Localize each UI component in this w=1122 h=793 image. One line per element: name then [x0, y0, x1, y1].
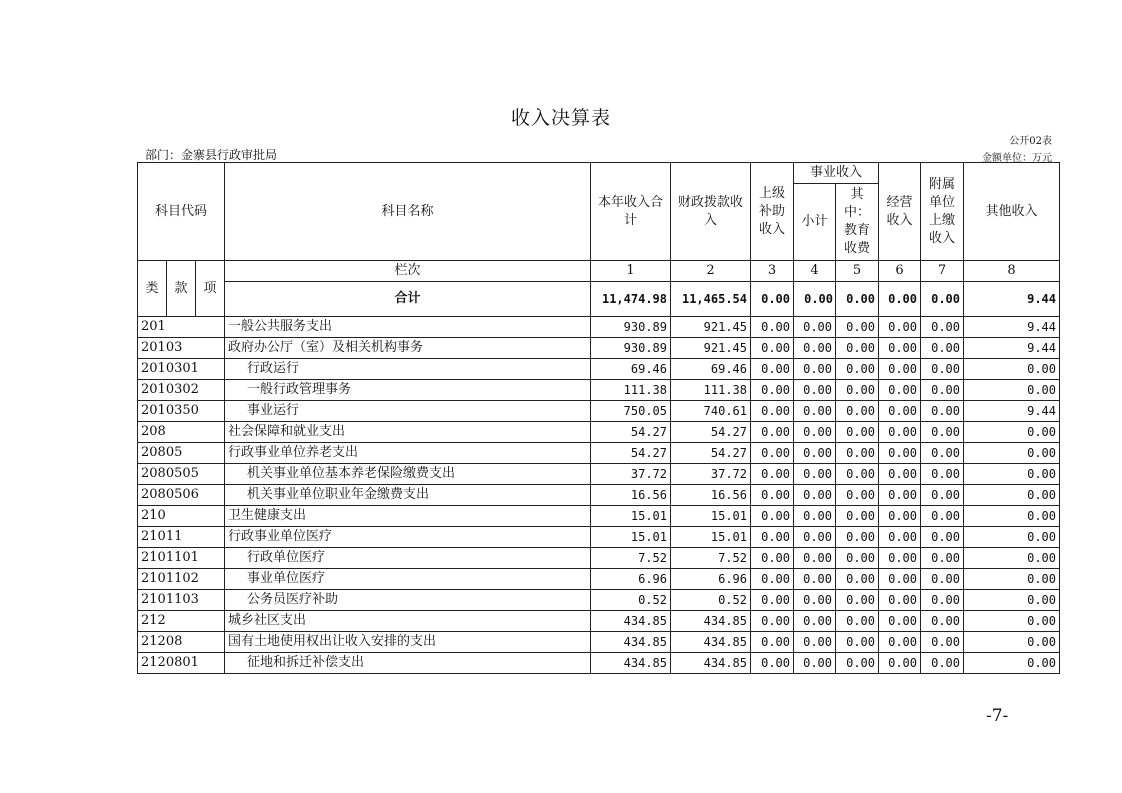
- row-value: 0.00: [794, 359, 836, 380]
- row-value: 0.00: [794, 632, 836, 653]
- row-value: 0.00: [964, 611, 1060, 632]
- row-value: 0.00: [794, 338, 836, 359]
- col-number: 7: [921, 261, 964, 282]
- table-row: [138, 611, 1060, 632]
- row-value: 0.00: [751, 590, 794, 611]
- row-value: 0.00: [836, 611, 879, 632]
- table-row: [138, 527, 1060, 548]
- row-name: 事业单位医疗: [225, 569, 591, 590]
- row-value: 0.00: [879, 317, 921, 338]
- row-code: 21208: [138, 632, 225, 653]
- row-value: 0.00: [921, 653, 964, 674]
- row-name: 城乡社区支出: [225, 611, 591, 632]
- row-name: 行政事业单位医疗: [225, 527, 591, 548]
- row-value: 0.00: [751, 506, 794, 527]
- row-name: 政府办公厅（室）及相关机构事务: [225, 338, 591, 359]
- header-kuan: 款: [167, 261, 196, 317]
- total-label: 合计: [225, 282, 591, 317]
- row-value: 0.00: [879, 506, 921, 527]
- table-row: [138, 338, 1060, 359]
- header-xiang: 项: [196, 261, 225, 317]
- row-value: 0.00: [921, 548, 964, 569]
- form-number: 公开02表: [1009, 136, 1052, 147]
- row-value: 16.56: [671, 485, 751, 506]
- row-value: 0.00: [921, 359, 964, 380]
- header-name: 科目名称: [225, 163, 591, 261]
- row-value: 0.00: [751, 569, 794, 590]
- row-value: 0.00: [879, 632, 921, 653]
- row-value: 0.00: [921, 590, 964, 611]
- row-value: 0.00: [879, 380, 921, 401]
- row-value: 0.00: [836, 380, 879, 401]
- row-value: 0.00: [836, 590, 879, 611]
- row-value: 54.27: [671, 422, 751, 443]
- row-value: 0.00: [921, 527, 964, 548]
- row-value: 0.00: [751, 464, 794, 485]
- table-row: [138, 569, 1060, 590]
- row-value: 0.00: [836, 653, 879, 674]
- row-value: 0.00: [921, 611, 964, 632]
- row-value: 69.46: [671, 359, 751, 380]
- row-value: 9.44: [964, 338, 1060, 359]
- row-value: 111.38: [591, 380, 671, 401]
- col-number: 8: [964, 261, 1060, 282]
- row-value: 0.00: [964, 527, 1060, 548]
- col-number: 3: [751, 261, 794, 282]
- row-code: 2101102: [138, 569, 225, 590]
- col-number: 5: [836, 261, 879, 282]
- row-value: 0.00: [751, 485, 794, 506]
- row-value: 0.00: [751, 422, 794, 443]
- row-value: 0.00: [794, 380, 836, 401]
- row-value: 0.00: [879, 653, 921, 674]
- row-value: 921.45: [671, 317, 751, 338]
- row-value: 69.46: [591, 359, 671, 380]
- row-value: 0.00: [751, 653, 794, 674]
- table-row: [138, 548, 1060, 569]
- row-value: 434.85: [591, 632, 671, 653]
- row-name: 一般行政管理事务: [225, 380, 591, 401]
- total-value: 0.00: [751, 282, 794, 317]
- row-value: 0.00: [751, 401, 794, 422]
- col-number: 1: [591, 261, 671, 282]
- header-code: 科目代码: [138, 163, 225, 261]
- row-value: 0.00: [921, 422, 964, 443]
- table-row: [138, 653, 1060, 674]
- row-code: 201: [138, 317, 225, 338]
- header-affiliated: 附属单位上缴收入: [921, 163, 964, 261]
- row-code: 20805: [138, 443, 225, 464]
- row-value: 0.00: [794, 527, 836, 548]
- row-name: 征地和拆迁补偿支出: [225, 653, 591, 674]
- row-value: 0.00: [794, 317, 836, 338]
- row-value: 15.01: [671, 527, 751, 548]
- row-value: 0.00: [836, 359, 879, 380]
- row-value: 0.00: [964, 359, 1060, 380]
- row-code: 2080506: [138, 485, 225, 506]
- row-code: 2010350: [138, 401, 225, 422]
- col-number: 6: [879, 261, 921, 282]
- row-code: 210: [138, 506, 225, 527]
- header-education: 其中：教育收费: [836, 184, 879, 261]
- row-name: 国有土地使用权出让收入安排的支出: [225, 632, 591, 653]
- row-value: 7.52: [671, 548, 751, 569]
- row-value: 54.27: [591, 443, 671, 464]
- table-row: [138, 632, 1060, 653]
- row-value: 434.85: [591, 611, 671, 632]
- row-value: 0.00: [879, 401, 921, 422]
- row-code: 2080505: [138, 464, 225, 485]
- row-value: 0.00: [879, 611, 921, 632]
- row-code: 212: [138, 611, 225, 632]
- row-value: 930.89: [591, 338, 671, 359]
- header-operating: 经营收入: [879, 163, 921, 261]
- row-value: 0.00: [964, 653, 1060, 674]
- row-value: 0.00: [751, 632, 794, 653]
- row-value: 0.00: [964, 548, 1060, 569]
- row-value: 0.00: [794, 506, 836, 527]
- row-value: 434.85: [591, 653, 671, 674]
- row-value: 111.38: [671, 380, 751, 401]
- row-value: 0.00: [964, 485, 1060, 506]
- row-value: 0.00: [794, 548, 836, 569]
- table-row: [138, 317, 1060, 338]
- row-value: 0.00: [879, 422, 921, 443]
- row-code: 2101101: [138, 548, 225, 569]
- table-row: [138, 485, 1060, 506]
- table-row: [138, 506, 1060, 527]
- row-value: 54.27: [591, 422, 671, 443]
- total-value: 11,474.98: [591, 282, 671, 317]
- row-value: 9.44: [964, 317, 1060, 338]
- page-title: 收入决算表: [510, 107, 611, 129]
- row-value: 15.01: [591, 527, 671, 548]
- row-code: 20103: [138, 338, 225, 359]
- row-value: 0.00: [921, 506, 964, 527]
- total-value: 0.00: [879, 282, 921, 317]
- department-label: 部门：金寨县行政审批局: [145, 148, 278, 162]
- row-code: 21011: [138, 527, 225, 548]
- table-row: [138, 401, 1060, 422]
- row-value: 0.00: [921, 380, 964, 401]
- row-value: 0.00: [921, 338, 964, 359]
- row-value: 37.72: [591, 464, 671, 485]
- header-business: 事业收入: [794, 163, 879, 184]
- row-value: 0.00: [751, 527, 794, 548]
- row-value: 0.00: [921, 569, 964, 590]
- row-value: 0.00: [836, 506, 879, 527]
- row-value: 0.00: [836, 569, 879, 590]
- row-value: 434.85: [671, 653, 751, 674]
- row-value: 0.00: [879, 443, 921, 464]
- header-lanci: 栏次: [225, 261, 591, 282]
- row-value: 6.96: [671, 569, 751, 590]
- row-value: 0.00: [751, 338, 794, 359]
- row-value: 15.01: [591, 506, 671, 527]
- row-value: 0.00: [794, 653, 836, 674]
- row-value: 0.52: [671, 590, 751, 611]
- row-code: 2010301: [138, 359, 225, 380]
- header-lei: 类: [138, 261, 167, 317]
- row-name: 机关事业单位基本养老保险缴费支出: [225, 464, 591, 485]
- total-value: 11,465.54: [671, 282, 751, 317]
- table-row: [138, 380, 1060, 401]
- row-value: 0.00: [836, 548, 879, 569]
- row-value: 0.00: [751, 359, 794, 380]
- row-value: 0.00: [836, 317, 879, 338]
- row-name: 社会保障和就业支出: [225, 422, 591, 443]
- table-row: [138, 422, 1060, 443]
- row-value: 0.00: [921, 317, 964, 338]
- row-value: 0.00: [751, 380, 794, 401]
- row-value: 0.00: [879, 338, 921, 359]
- row-value: 0.52: [591, 590, 671, 611]
- row-value: 0.00: [751, 317, 794, 338]
- row-name: 机关事业单位职业年金缴费支出: [225, 485, 591, 506]
- row-value: 0.00: [964, 380, 1060, 401]
- row-name: 事业运行: [225, 401, 591, 422]
- row-value: 0.00: [836, 464, 879, 485]
- row-value: 0.00: [794, 611, 836, 632]
- row-value: 0.00: [836, 443, 879, 464]
- row-name: 一般公共服务支出: [225, 317, 591, 338]
- table-row: [138, 443, 1060, 464]
- table-row: [138, 359, 1060, 380]
- row-value: 0.00: [794, 569, 836, 590]
- header-total-income: 本年收入合计: [591, 163, 671, 261]
- row-value: 54.27: [671, 443, 751, 464]
- row-value: 6.96: [591, 569, 671, 590]
- row-value: 750.05: [591, 401, 671, 422]
- row-value: 0.00: [751, 611, 794, 632]
- col-number: 2: [671, 261, 751, 282]
- row-name: 行政事业单位养老支出: [225, 443, 591, 464]
- row-value: 0.00: [964, 632, 1060, 653]
- header-superior: 上级补助收入: [751, 163, 794, 261]
- row-code: 208: [138, 422, 225, 443]
- row-value: 0.00: [921, 632, 964, 653]
- row-value: 0.00: [836, 338, 879, 359]
- row-value: 16.56: [591, 485, 671, 506]
- total-row: [138, 282, 1060, 317]
- row-value: 0.00: [794, 464, 836, 485]
- row-code: 2010302: [138, 380, 225, 401]
- total-value: 0.00: [794, 282, 836, 317]
- row-value: 0.00: [879, 485, 921, 506]
- row-value: 0.00: [836, 485, 879, 506]
- row-name: 行政运行: [225, 359, 591, 380]
- row-value: 0.00: [794, 485, 836, 506]
- row-value: 0.00: [794, 590, 836, 611]
- row-value: 0.00: [964, 443, 1060, 464]
- row-value: 0.00: [836, 632, 879, 653]
- row-value: 0.00: [836, 401, 879, 422]
- header-fiscal: 财政拨款收入: [671, 163, 751, 261]
- row-value: 0.00: [879, 464, 921, 485]
- amount-unit-label: 金额单位：万元: [982, 153, 1052, 164]
- income-table: [137, 162, 1060, 674]
- page-number: -7-: [986, 706, 1009, 726]
- col-number: 4: [794, 261, 836, 282]
- row-value: 0.00: [751, 548, 794, 569]
- row-value: 0.00: [964, 464, 1060, 485]
- row-code: 2101103: [138, 590, 225, 611]
- row-name: 公务员医疗补助: [225, 590, 591, 611]
- row-value: 740.61: [671, 401, 751, 422]
- row-value: 0.00: [879, 527, 921, 548]
- total-value: 0.00: [836, 282, 879, 317]
- row-value: 0.00: [964, 590, 1060, 611]
- row-value: 0.00: [921, 401, 964, 422]
- row-value: 0.00: [794, 401, 836, 422]
- row-value: 0.00: [751, 443, 794, 464]
- header-other: 其他收入: [964, 163, 1060, 261]
- row-value: 0.00: [794, 443, 836, 464]
- row-value: 0.00: [964, 422, 1060, 443]
- row-value: 15.01: [671, 506, 751, 527]
- row-value: 0.00: [964, 569, 1060, 590]
- total-value: 0.00: [921, 282, 964, 317]
- row-value: 0.00: [794, 422, 836, 443]
- row-value: 0.00: [921, 443, 964, 464]
- row-value: 37.72: [671, 464, 751, 485]
- header-subtotal: 小计: [794, 184, 836, 261]
- row-value: 434.85: [671, 632, 751, 653]
- row-value: 0.00: [879, 569, 921, 590]
- row-value: 0.00: [921, 464, 964, 485]
- row-value: 7.52: [591, 548, 671, 569]
- total-value: 9.44: [964, 282, 1060, 317]
- row-value: 0.00: [879, 359, 921, 380]
- table-row: [138, 464, 1060, 485]
- row-value: 0.00: [836, 422, 879, 443]
- row-value: 921.45: [671, 338, 751, 359]
- row-name: 卫生健康支出: [225, 506, 591, 527]
- row-value: 0.00: [879, 548, 921, 569]
- table-row: [138, 590, 1060, 611]
- row-value: 9.44: [964, 401, 1060, 422]
- row-value: 930.89: [591, 317, 671, 338]
- row-name: 行政单位医疗: [225, 548, 591, 569]
- row-value: 0.00: [921, 485, 964, 506]
- row-value: 0.00: [836, 527, 879, 548]
- row-value: 434.85: [671, 611, 751, 632]
- row-value: 0.00: [879, 590, 921, 611]
- row-value: 0.00: [964, 506, 1060, 527]
- row-code: 2120801: [138, 653, 225, 674]
